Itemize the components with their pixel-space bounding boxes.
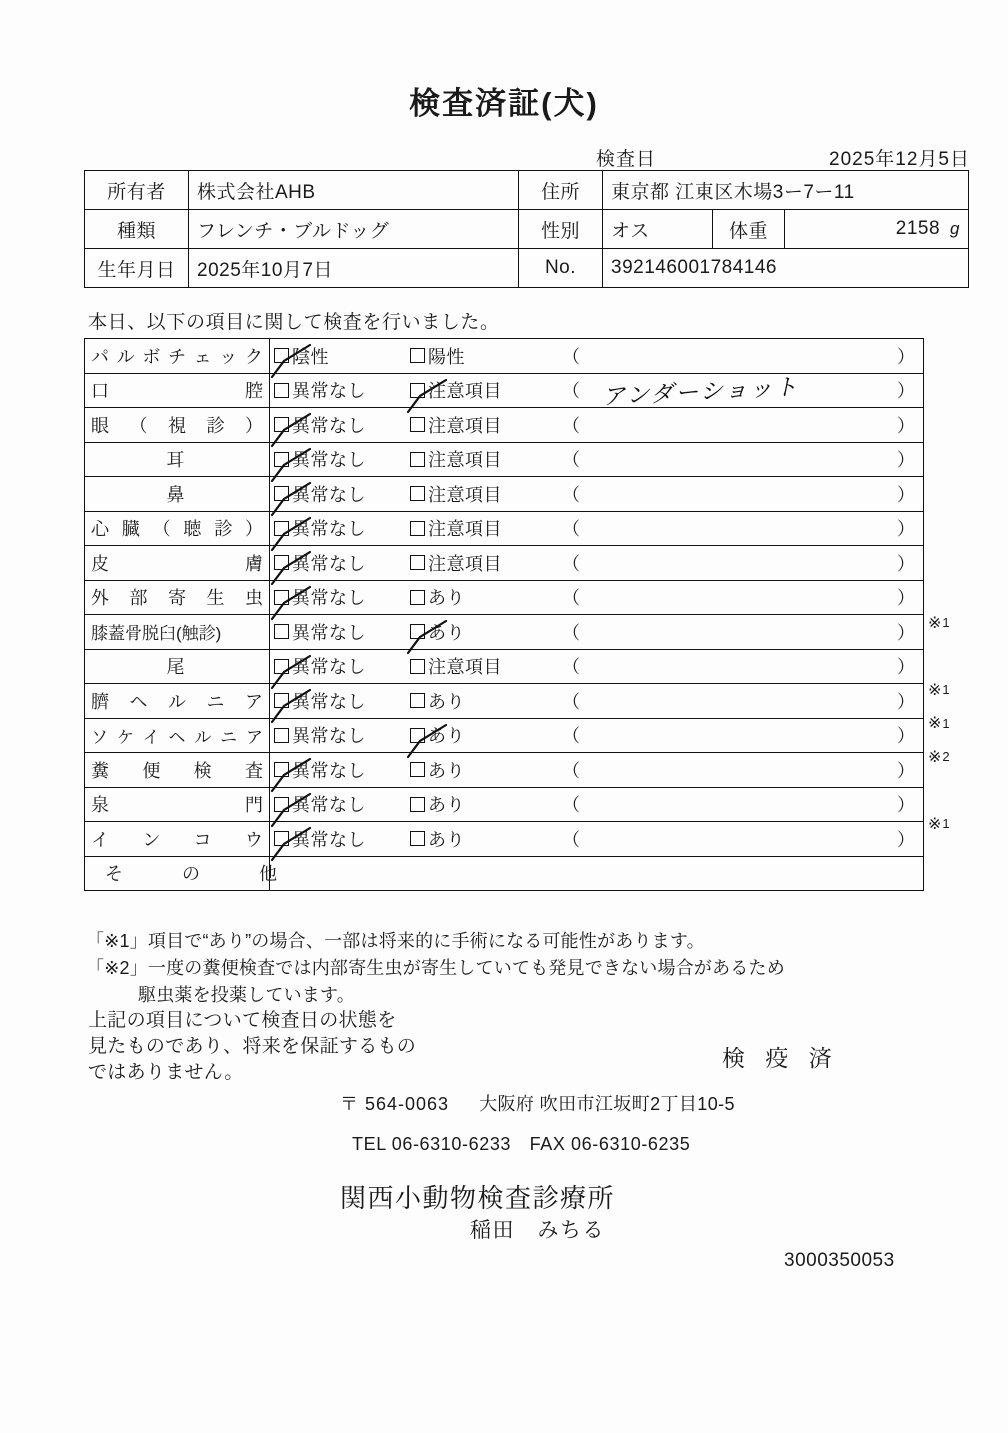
checklist-options-cell	[270, 339, 924, 374]
checkbox-icon[interactable]	[274, 831, 289, 846]
checklist-options-cell	[270, 580, 924, 615]
table-row	[85, 580, 924, 615]
exam-date-value: 2025年12月5日	[829, 149, 970, 170]
checklist-item-label: ソ ケ イ ヘ ル ニ ア	[85, 718, 270, 753]
checklist-options-cell	[270, 546, 924, 581]
checkbox-option-a-label: 異常なし	[292, 726, 366, 747]
weight-value: 2158	[895, 218, 941, 239]
note-paren-open: （	[562, 553, 580, 574]
note-paren-open: （	[562, 381, 580, 402]
note-field[interactable]	[580, 373, 923, 411]
checkbox-option-b[interactable]	[410, 481, 560, 507]
checkbox-option-b-label: 注意項目	[428, 553, 502, 574]
note-paren-close: ）	[897, 622, 915, 643]
note-paren-close: ）	[897, 553, 915, 574]
note-paren-open: （	[562, 691, 580, 712]
table-row	[85, 856, 924, 891]
checkbox-icon[interactable]	[410, 693, 425, 708]
checkbox-option-a-label: 異常なし	[292, 657, 366, 678]
table-row	[85, 373, 924, 408]
checkbox-option-a-label: 異常なし	[292, 381, 366, 402]
checklist-item-label: イ ン コ ウ	[85, 822, 270, 857]
checkbox-option-b-label: あり	[428, 622, 465, 643]
checkbox-option-b-label: 注意項目	[428, 450, 502, 471]
table-row	[85, 546, 924, 581]
checklist-item-label: 糞 便 検 査	[85, 753, 270, 788]
checklist-options-cell	[270, 787, 924, 822]
checkbox-option-b[interactable]	[410, 826, 560, 852]
note-paren-close: ）	[897, 381, 915, 402]
checklist-item-label: 鼻	[85, 477, 270, 512]
checkbox-option-b[interactable]	[410, 688, 560, 714]
checklist-options-cell	[270, 753, 924, 788]
note-paren-close: ）	[897, 450, 915, 471]
microchip-no-label: No.	[519, 249, 603, 288]
checkbox-option-b[interactable]	[410, 515, 560, 541]
note-field[interactable]	[580, 753, 923, 786]
checkbox-option-a-label: 異常なし	[292, 553, 366, 574]
checklist-options-cell	[270, 856, 924, 891]
sex-label: 性別	[519, 210, 603, 249]
checkbox-option-a[interactable]	[274, 653, 410, 679]
note-paren-close: ）	[897, 691, 915, 712]
checkbox-option-a-label: 陰性	[292, 346, 329, 367]
note-field[interactable]	[580, 615, 923, 648]
checkbox-option-a[interactable]	[274, 619, 410, 645]
note-paren-open: （	[562, 415, 580, 436]
note-field[interactable]	[580, 512, 923, 545]
checklist-item-label: 膝蓋骨脱臼(触診)	[85, 615, 270, 650]
note-paren-open: （	[562, 829, 580, 850]
note-field[interactable]	[580, 408, 923, 441]
table-row	[85, 511, 924, 546]
footnote-marker	[928, 405, 1004, 439]
sex-value: オス	[603, 210, 713, 249]
checkbox-option-b[interactable]	[410, 722, 560, 748]
note-paren-open: （	[562, 760, 580, 781]
note-paren-close: ）	[897, 484, 915, 505]
checkbox-icon[interactable]	[274, 693, 289, 708]
note-paren-close: ）	[897, 346, 915, 367]
footnote-marker	[928, 338, 1004, 372]
note-field[interactable]	[580, 684, 923, 717]
checkbox-option-a-label: 異常なし	[292, 484, 366, 505]
checkbox-option-a-label: 異常なし	[292, 760, 366, 781]
note-paren-close: ）	[897, 415, 915, 436]
checkbox-option-b[interactable]	[410, 550, 560, 576]
disclaimer-line-1: 上記の項目について検査日の状態を	[88, 1010, 397, 1031]
checkbox-option-b[interactable]	[410, 757, 560, 783]
checkbox-option-b-label: 注意項目	[428, 519, 502, 540]
table-row	[85, 477, 924, 512]
checkbox-icon[interactable]	[410, 659, 425, 674]
checklist-options-cell	[270, 442, 924, 477]
animal-info-table	[84, 170, 969, 288]
checkbox-option-a[interactable]	[274, 688, 410, 714]
checkbox-option-b[interactable]	[410, 584, 560, 610]
checkbox-option-b-label: 注意項目	[428, 381, 502, 402]
checklist-item-label: 泉 門	[85, 787, 270, 822]
checkbox-option-a[interactable]	[274, 446, 410, 472]
checklist-item-label: パ ル ボ チ ェ ッ ク	[85, 339, 270, 374]
checkbox-option-b[interactable]	[410, 619, 560, 645]
disclaimer-text	[88, 1008, 488, 1087]
weight-unit: g	[950, 219, 961, 238]
checkbox-option-a-label: 異常なし	[292, 622, 366, 643]
table-row	[85, 615, 924, 650]
footnote-1: 「※1」項目で“あり”の場合、一部は将来的に手術になる可能性があります。	[86, 931, 705, 951]
table-row	[85, 822, 924, 857]
note-paren-close: ）	[897, 588, 915, 609]
clinic-name: 関西小動物検査診療所	[340, 1183, 616, 1213]
footnotes	[86, 928, 966, 1009]
checkbox-icon[interactable]	[410, 797, 425, 812]
checkbox-option-b-label: 注意項目	[428, 657, 502, 678]
checkbox-option-a-label: 異常なし	[292, 829, 366, 850]
clinic-address: 大阪府 吹田市江坂町2丁目10-5	[479, 1094, 735, 1114]
weight-label: 体重	[713, 210, 785, 249]
owner-value: 株式会社AHB	[189, 171, 519, 210]
note-field[interactable]	[580, 788, 923, 821]
footnote-marker	[928, 539, 1004, 573]
footnote-marker: ※ 1	[928, 815, 950, 833]
checkbox-option-a[interactable]	[274, 550, 410, 576]
birth-label: 生年月日	[85, 249, 189, 288]
checkbox-icon[interactable]	[274, 417, 289, 432]
checkbox-icon[interactable]	[274, 383, 289, 398]
table-row-breed	[85, 210, 969, 249]
document-number: 3000350053	[784, 1250, 895, 1271]
checklist-options-cell	[270, 649, 924, 684]
weight-cell	[785, 210, 969, 249]
table-row-birth	[85, 249, 969, 288]
footnote-marker	[928, 774, 1004, 808]
checklist-options-cell	[270, 408, 924, 443]
checkbox-icon[interactable]	[274, 348, 289, 363]
checkbox-icon[interactable]	[274, 452, 289, 467]
checkbox-option-a[interactable]	[274, 826, 410, 852]
footnote-marker	[928, 506, 1004, 540]
note-paren-close: ）	[897, 760, 915, 781]
checklist-item-label: 尾	[85, 649, 270, 684]
inspection-checklist-table	[84, 338, 924, 891]
note-paren-open: （	[562, 450, 580, 471]
checkbox-icon[interactable]	[274, 659, 289, 674]
footnote-marker: ※ 2	[928, 748, 950, 766]
footnote-marker	[928, 841, 1004, 875]
note-field[interactable]	[580, 443, 923, 476]
table-row	[85, 684, 924, 719]
footnote-marker	[928, 472, 1004, 506]
checkbox-icon[interactable]	[410, 521, 425, 536]
note-paren-open: （	[562, 484, 580, 505]
veterinarian-name: 稲田 みちる	[470, 1219, 605, 1242]
checkbox-option-a[interactable]	[274, 481, 410, 507]
checkbox-icon[interactable]	[410, 486, 425, 501]
breed-value: フレンチ・ブルドッグ	[189, 210, 519, 249]
checkbox-option-a-label: 異常なし	[292, 588, 366, 609]
checkbox-icon[interactable]	[410, 831, 425, 846]
checkbox-icon[interactable]	[410, 762, 425, 777]
note-paren-open: （	[562, 726, 580, 747]
checkbox-option-a[interactable]	[274, 412, 410, 438]
checklist-options-cell	[270, 615, 924, 650]
checkbox-icon[interactable]	[410, 348, 425, 363]
note-paren-open: （	[562, 622, 580, 643]
checkbox-icon[interactable]	[410, 452, 425, 467]
checkbox-option-a-label: 異常なし	[292, 519, 366, 540]
checkbox-option-b[interactable]	[410, 377, 560, 403]
birth-value: 2025年10月7日	[189, 249, 519, 288]
checkbox-icon[interactable]	[410, 728, 425, 743]
checkbox-option-a[interactable]	[274, 757, 410, 783]
handwritten-note: アンダーショット	[601, 373, 800, 411]
checklist-item-label: 外 部 寄 生 虫	[85, 580, 270, 615]
note-paren-open: （	[562, 519, 580, 540]
checkbox-option-b[interactable]	[410, 446, 560, 472]
note-paren-close: ）	[897, 829, 915, 850]
footnote-marker: ※ 1	[928, 681, 950, 699]
checkbox-option-b-label: あり	[428, 726, 465, 747]
checkbox-option-a[interactable]	[274, 343, 410, 369]
checkbox-option-a[interactable]	[274, 584, 410, 610]
checkbox-icon[interactable]	[274, 797, 289, 812]
breed-label: 種類	[85, 210, 189, 249]
note-field[interactable]	[580, 719, 923, 752]
table-row	[85, 787, 924, 822]
checkbox-option-a[interactable]	[274, 722, 410, 748]
note-paren-close: ）	[897, 795, 915, 816]
note-field[interactable]	[580, 581, 923, 614]
checkbox-option-a[interactable]	[274, 377, 410, 403]
disclaimer-line-3: ではありません。	[88, 1062, 244, 1084]
checkbox-icon[interactable]	[274, 521, 289, 536]
checkbox-option-b[interactable]	[410, 343, 560, 369]
checkbox-option-b[interactable]	[410, 653, 560, 679]
checklist-options-cell	[270, 718, 924, 753]
note-field[interactable]	[580, 822, 923, 855]
note-field[interactable]	[580, 650, 923, 683]
checkbox-option-b-label: あり	[428, 588, 465, 609]
footnote-marker	[928, 573, 1004, 607]
footnote-2-continued: 駆虫薬を投薬しています。	[138, 985, 355, 1005]
note-field[interactable]	[580, 339, 923, 372]
checkbox-icon[interactable]	[410, 383, 425, 398]
footnote-marker	[928, 439, 1004, 473]
checkbox-icon[interactable]	[274, 624, 289, 639]
checkbox-icon[interactable]	[274, 762, 289, 777]
checkbox-icon[interactable]	[274, 555, 289, 570]
owner-label: 所有者	[85, 171, 189, 210]
checkbox-option-b[interactable]	[410, 791, 560, 817]
checklist-item-label: 口 腔	[85, 373, 270, 408]
checkbox-option-a[interactable]	[274, 791, 410, 817]
checkbox-icon[interactable]	[274, 728, 289, 743]
checklist-options-cell	[270, 822, 924, 857]
checklist-options-cell	[270, 477, 924, 512]
footnote-marker: ※ 1	[928, 614, 950, 632]
checkbox-icon[interactable]	[274, 486, 289, 501]
checkbox-option-b-label: あり	[428, 691, 465, 712]
checkbox-option-a-label: 異常なし	[292, 450, 366, 471]
table-row-owner	[85, 171, 969, 210]
note-paren-open: （	[562, 588, 580, 609]
table-row	[85, 753, 924, 788]
checkbox-option-b-label: 注意項目	[428, 415, 502, 436]
quarantine-stamp: 検 疫 済	[722, 1045, 839, 1071]
clinic-address-line	[340, 1090, 735, 1116]
exam-date-label: 検査日	[596, 149, 657, 170]
note-field[interactable]	[580, 477, 923, 510]
note-field[interactable]	[580, 546, 923, 579]
checkbox-option-a[interactable]	[274, 515, 410, 541]
table-row	[85, 718, 924, 753]
checkbox-icon[interactable]	[410, 590, 425, 605]
checklist-options-cell	[270, 511, 924, 546]
checklist-item-label: 皮 膚	[85, 546, 270, 581]
checkbox-option-b[interactable]	[410, 412, 560, 438]
address-label: 住所	[519, 171, 603, 210]
note-paren-open: （	[562, 657, 580, 678]
note-paren-open: （	[562, 795, 580, 816]
note-paren-close: ）	[897, 657, 915, 678]
checklist-item-label: 臍 ヘ ル ニ ア	[85, 684, 270, 719]
clinic-tel-fax: TEL 06-6310-6233 FAX 06-6310-6235	[352, 1134, 691, 1154]
checklist-item-label: 耳	[85, 442, 270, 477]
checklist-options-cell	[270, 373, 924, 411]
checkbox-icon[interactable]	[410, 417, 425, 432]
footnote-2: 「※2」一度の糞便検査では内部寄生虫が寄生していても発見できない場合があるため	[86, 958, 785, 978]
note-field[interactable]	[270, 857, 923, 890]
table-row	[85, 442, 924, 477]
checkbox-option-b-label: 陽性	[428, 346, 465, 367]
checklist-item-label: 眼 （ 視 診 ）	[85, 408, 270, 443]
microchip-no-value: 392146001784146	[603, 249, 969, 288]
footnote-marker: ※ 1	[928, 715, 950, 733]
checkbox-option-a-label: 異常なし	[292, 691, 366, 712]
address-value: 東京都 江東区木場3ー7ー11	[603, 171, 969, 210]
checklist-item-label: 心 臓 （ 聴 診 ）	[85, 511, 270, 546]
checkbox-option-b-label: あり	[428, 760, 465, 781]
checkbox-icon[interactable]	[410, 555, 425, 570]
checkbox-icon[interactable]	[274, 590, 289, 605]
checklist-options-cell	[270, 684, 924, 719]
note-paren-close: ）	[897, 726, 915, 747]
footnote-marker-column	[928, 338, 1004, 874]
table-row	[85, 408, 924, 443]
exam-date-row	[596, 144, 970, 171]
table-row	[85, 649, 924, 684]
checkbox-option-b-label: 注意項目	[428, 484, 502, 505]
checkbox-option-b-label: あり	[428, 829, 465, 850]
page-title: 検査済証(犬)	[409, 86, 599, 121]
checkbox-icon[interactable]	[410, 624, 425, 639]
intro-text: 本日、以下の項目に関して検査を行いました。	[88, 312, 500, 333]
footnote-marker	[928, 372, 1004, 406]
checklist-item-label: そ の 他	[85, 856, 270, 891]
footnote-marker	[928, 640, 1004, 674]
checkbox-option-b-label: あり	[428, 795, 465, 816]
disclaimer-line-2: 見たものであり、将来を保証するもの	[88, 1036, 417, 1058]
checkbox-option-a-label: 異常なし	[292, 795, 366, 816]
note-paren-open: （	[562, 346, 580, 367]
note-paren-close: ）	[897, 519, 915, 540]
clinic-zip: 〒 564-0063	[340, 1094, 450, 1114]
checkbox-option-a-label: 異常なし	[292, 415, 366, 436]
